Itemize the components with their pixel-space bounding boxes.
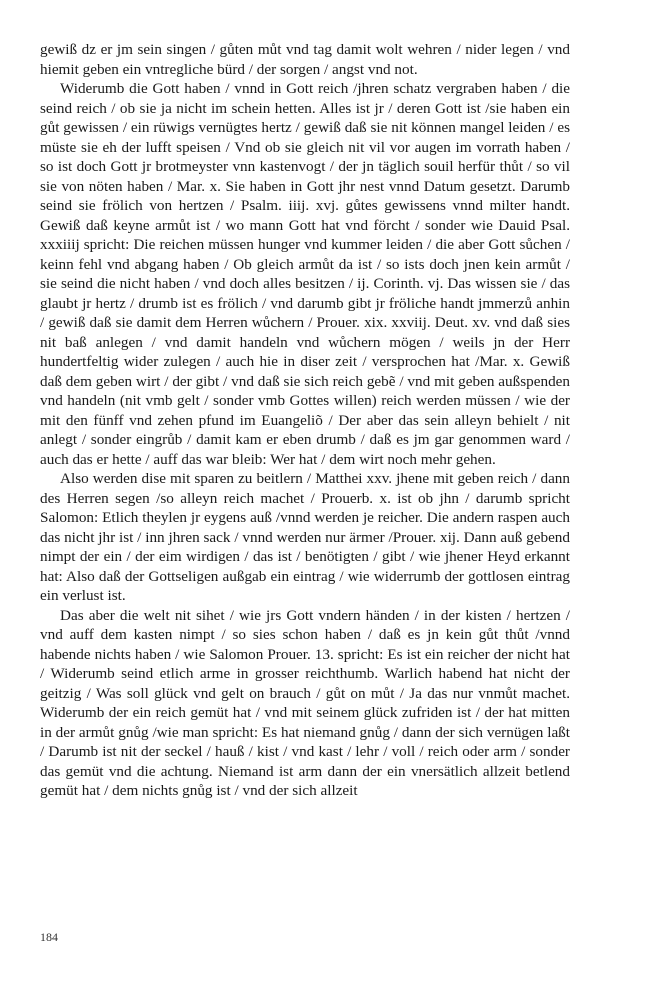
paragraph-2: Widerumb die Gott haben / vnnd in Gott reich /jhren schatz vergraben haben / die seind reich / ob sie ja nicht im schein hetten. Alles ist jr / deren Gott ist /sie haben ein gůt gewissen / ein rüwigs vernügtes hertz / gewiß daß sie nit können mangel leiden / es müste sie eh der lufft speisen / Vnd ob sie gleich nit vil vor augen im vorrath haben / so ist doch Gott jr brotmeyster vnn kastenvogt / der jn täglich souil herfür thůt / so vil sie von nöten haben / Mar. x. Sie haben in Gott jhr nest vnnd Datum gesetzt. Darumb seind sie frölich von hertzen / Psalm. iiij. xvj. gůtes gewissens vnnd milter handt. Gewiß daß keyne armůt ist / wo mann Gott hat vnd förcht / sonder wie Dauid Psal. xxxiiij spricht: Die reichen müssen hunger vnd kummer leiden / die aber Gott sůchen / keinn fehl vnd abgang haben / Ob gleich armůt da ist / so ists doch jnen kein armůt / sie seind die nicht haben / vnd doch alles besitzen / ij. Corinth. vj. Das wissen sie / das glaubt jr hertz / drumb ist es frölich / vnd darumb gibt jr fröliche handt jmmerzů anhin / gewiß daß sie damit dem Herren wůchern / Prouer. xix. xxviij. Deut. xv. vnd daß sies nit baß anlegen / vnd damit handeln vnd wůchern mögen / weils jn der Herr hundertfeltig wider zulegen / auch hie in diser zeit / versprochen hat /Mar. x. Gewiß daß dem geben wirt / der gibt / vnd daß sie sich reich gebẽ / vnd mit geben außspenden vnd handeln (nit vmb gelt / sonder vmb Gottes willen) reich werden müssen / wie der mit den fünff vnd zehen pfund im Euangeliõ / Der aber das sein alleyn behielt / nit anlegt / sonder eingrůb / damit kam er eben drumb / daß es jm gar genommen ward / auch das er hette / auff das war bleib: Wer hat / dem wirt noch mehr gehen. xyxy=(40,80,570,468)
paragraph-4: Das aber die welt nit sihet / wie jrs Gott vndern händen / in der kisten / hertzen / vnd auff dem kasten nimpt / so sies schon haben / daß es jn kein gůt thůt /vnnd habende nichts haben / wie Salomon Prouer. 13. spricht: Es ist ein reicher der nicht hat / Widerumb seind etlich arme in grosser reichthumb. Warlich habend hat nicht der geitzig / Was soll glück vnd gelt on brauch / gůt on můt / Ja das nur vnmůt machet. Widerumb der ein reich gemüt hat / vnd mit seinem glück zufriden ist / der hat mitten in der armůt gnůg /wie man spricht: Es hat niemand gnůg / dann der sich vernügen laßt / Darumb ist nit der seckel / hauß / kist / vnd kast / lehr / voll / reich oder arm / sonder das gemüt vnd die achtung. Niemand ist arm dann der ein vnersätlich allzeit betlend gemüt hat / dem nichts gnůg ist / vnd der sich allzeit xyxy=(40,606,570,799)
page-body xyxy=(40,40,570,801)
paragraph-3: Also werden dise mit sparen zu beitlern / Matthei xxv. jhene mit geben reich / dann des Herren segen /so alleyn reich machet / Prouerb. x. ist ob jhn / darumb spricht Salomon: Etlich theylen jr eygens auß /vnnd werden je reicher. Die andern raspen auch das nicht jhr ist / inn jhren sack / vnnd werden nur ärmer /Prouer. xij. Dann auß gebend nimpt der ein / der eim wirdigen / das ist / benötigten / gibt / wie jhener Heyd erkannt hat: Also daß der Gottseligen außgab ein eintrag / wie widerrumb der gottlosen eintrag ein verlust ist. xyxy=(40,470,570,604)
paragraph-1: gewiß dz er jm sein singen / gůten můt vnd tag damit wolt wehren / nider legen / vnd hiemit geben ein vntregliche bürd / der sorgen / angst vnd not. xyxy=(40,41,570,78)
body-text xyxy=(40,40,570,801)
page-number: 184 xyxy=(40,930,58,944)
